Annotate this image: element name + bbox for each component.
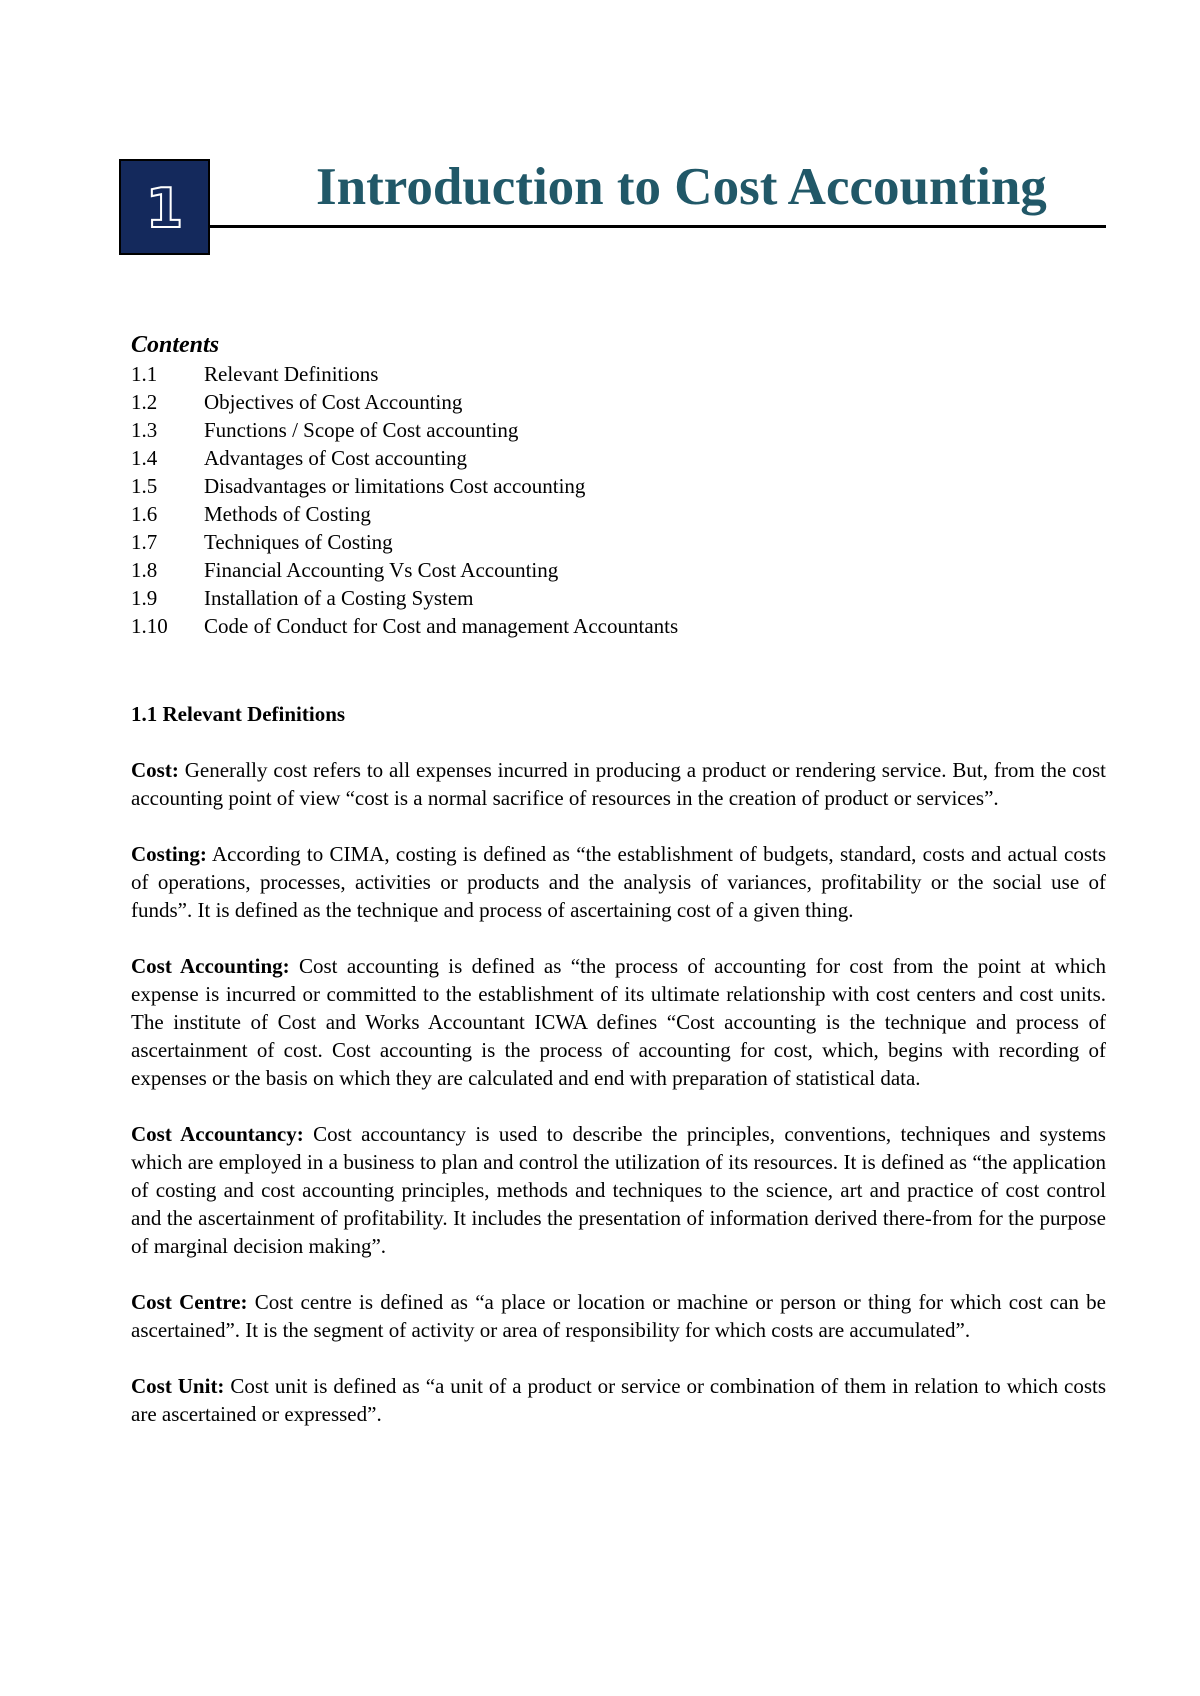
title-underline [210,225,1106,228]
toc-item-label: Code of Conduct for Cost and management Accountants [204,614,679,638]
definition-cost-accounting [131,952,1106,1092]
toc-item-label: Financial Accounting Vs Cost Accounting [204,558,559,582]
section-heading: 1.1 Relevant Definitions [131,702,346,726]
toc-item-number: 1.3 [131,418,158,442]
definition-term: Cost: [131,758,179,782]
toc-item-number: 1.2 [131,390,158,414]
definition-term: Cost Centre: [131,1290,248,1314]
definition-cost [131,756,1106,812]
toc-item-number: 1.10 [131,614,168,638]
definition-text: Cost unit is defined as “a unit of a product or service or combination of them in relation to which costs are ascertained or expressed”. [131,1374,1106,1426]
definition-text: Cost centre is defined as “a place or location or machine or person or thing for which cost can be ascertained”. It is the segment of activity or area of responsibility for which costs are accumulated”. [131,1290,1107,1342]
toc-item-number: 1.4 [131,446,158,470]
definition-cost-unit [131,1372,1106,1428]
toc-item-label: Relevant Definitions [204,362,379,386]
toc-item-label: Techniques of Costing [204,530,393,554]
contents-heading: Contents [131,332,220,358]
toc-item [131,584,1106,612]
definition-term: Cost Unit: [131,1374,225,1398]
toc-item-label: Installation of a Costing System [204,586,474,610]
chapter-number: 1 [145,177,184,240]
toc-item [131,472,1106,500]
toc-item [131,500,1106,528]
definition-term: Costing: [131,842,207,866]
toc-item-label: Methods of Costing [204,502,371,526]
table-of-contents [131,330,1106,640]
toc-item-label: Advantages of Cost accounting [204,446,468,470]
toc-item [131,556,1106,584]
definitions-section [131,700,1106,1456]
definition-cost-accountancy [131,1120,1106,1260]
definition-costing [131,840,1106,924]
toc-item [131,612,1106,640]
toc-item [131,360,1106,388]
toc-item-label: Disadvantages or limitations Cost accounting [204,474,586,498]
toc-item [131,444,1106,472]
toc-item-number: 1.8 [131,558,158,582]
definition-cost-centre [131,1288,1106,1344]
chapter-title: Introduction to Cost Accounting [316,158,1047,216]
toc-item-label: Functions / Scope of Cost accounting [204,418,519,442]
toc-item [131,528,1106,556]
toc-item-number: 1.7 [131,530,158,554]
toc-item-number: 1.5 [131,474,158,498]
toc-item-label: Objectives of Cost Accounting [204,390,463,414]
definition-text: According to CIMA, costing is defined as “the establishment of budgets, standard, costs and actual costs of operations, processes, activities or products and the analysis of variances, profitability or the social use of funds”. It is defined as the technique and process of ascertaining cost of a given thing. [131,842,1106,922]
definition-term: Cost Accountancy: [131,1122,304,1146]
toc-item-number: 1.9 [131,586,158,610]
definition-text: Generally cost refers to all expenses incurred in producing a product or rendering service. But, from the cost accounting point of view “cost is a normal sacrifice of resources in the creation of product or services”. [131,758,1106,810]
toc-list [131,360,1106,640]
toc-item-number: 1.1 [131,362,158,386]
definition-term: Cost Accounting: [131,954,290,978]
definition-text: Cost accountancy is used to describe the principles, conventions, techniques and systems which are employed in a business to plan and control the utilization of its resources. It is defined as “the application of costing and cost accounting principles, methods and techniques to the science, art and practice of cost control and the ascertainment of profitability. It includes the presentation of information derived there-from for the purpose of marginal decision making”. [131,1122,1106,1258]
toc-item [131,416,1106,444]
toc-item [131,388,1106,416]
chapter-number-badge [119,159,210,255]
toc-item-number: 1.6 [131,502,158,526]
definition-text: Cost accounting is defined as “the process of accounting for cost from the point at which expense is incurred or committed to the establishment of its ultimate relationship with cost centers and cost units. The institute of Cost and Works Accountant ICWA defines “Cost accounting is the technique and process of ascertainment of cost. Cost accounting is the process of accounting for cost, which, begins with recording of expenses or the basis on which they are calculated and end with preparation of statistical data. [131,954,1106,1090]
